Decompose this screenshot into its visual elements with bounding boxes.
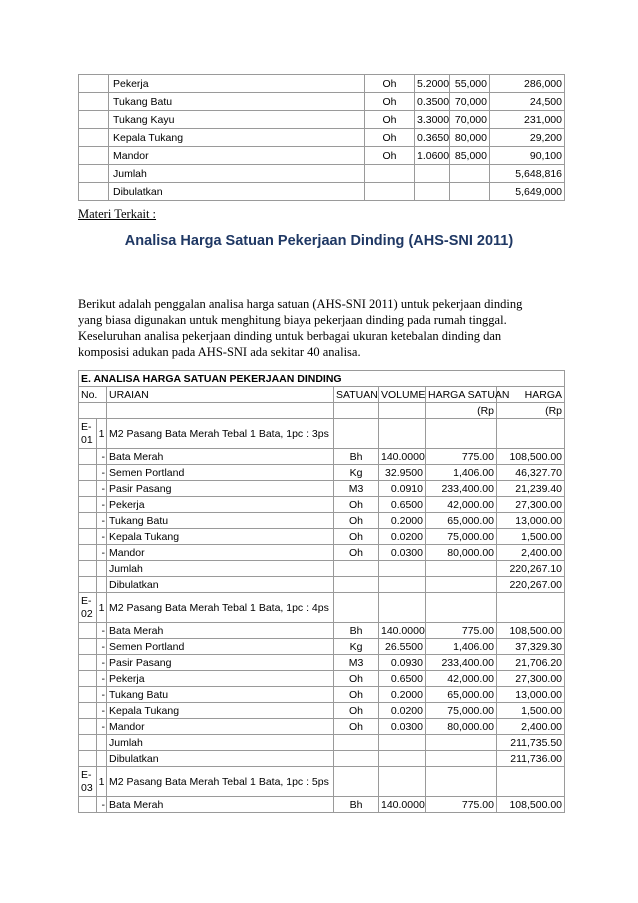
blank-cell (365, 165, 415, 183)
row-dash: - (97, 497, 107, 513)
blank-cell (79, 481, 97, 497)
blank-cell (415, 183, 450, 201)
row-name: Bata Merah (107, 449, 334, 465)
row-total: 37,329.30 (497, 639, 565, 655)
dibulatkan-label: Dibulatkan (107, 577, 334, 593)
table-row (79, 639, 565, 655)
blank-cell (379, 751, 426, 767)
row-volume: 0.0930 (379, 655, 426, 671)
row-name: Kepala Tukang (107, 529, 334, 545)
blank-cell (79, 497, 97, 513)
row-total: 108,500.00 (497, 623, 565, 639)
item-coef: 0.3650 (415, 129, 450, 147)
blank-cell (334, 577, 379, 593)
item-coef: 0.3500 (415, 93, 450, 111)
row-total: 2,400.00 (497, 719, 565, 735)
blank-cell (379, 577, 426, 593)
dibulatkan-row (79, 577, 565, 593)
row-name: Semen Portland (107, 639, 334, 655)
row-name: Pasir Pasang (107, 481, 334, 497)
row-dash: - (97, 797, 107, 813)
row-total: 108,500.00 (497, 449, 565, 465)
blank-cell (426, 593, 497, 623)
blank-cell (79, 529, 97, 545)
table-row (79, 93, 565, 111)
table-row (79, 687, 565, 703)
item-unit: Oh (365, 147, 415, 165)
related-material-label: Materi Terkait : (78, 207, 157, 221)
dibulatkan-value: 5,649,000 (490, 183, 565, 201)
jumlah-label: Jumlah (107, 735, 334, 751)
blank-cell (79, 545, 97, 561)
row-price: 1,406.00 (426, 639, 497, 655)
jumlah-value: 5,648,816 (490, 165, 565, 183)
item-description: M2 Pasang Bata Merah Tebal 1 Bata, 1pc : 3ps (107, 419, 334, 449)
blank-cell (79, 129, 109, 147)
row-unit: Oh (334, 671, 379, 687)
dibulatkan-row (79, 751, 565, 767)
row-volume: 0.2000 (379, 687, 426, 703)
blank-cell (79, 735, 97, 751)
table-row (79, 545, 565, 561)
previous-analysis-table (78, 74, 565, 201)
blank-cell (79, 93, 109, 111)
section-title: E. ANALISA HARGA SATUAN PEKERJAAN DINDING (79, 371, 565, 387)
blank-cell (426, 735, 497, 751)
table-row (79, 75, 565, 93)
row-total: 1,500.00 (497, 529, 565, 545)
item-total: 286,000 (490, 75, 565, 93)
row-unit: Oh (334, 687, 379, 703)
row-price: 80,000.00 (426, 545, 497, 561)
row-dash: - (97, 481, 107, 497)
item-coef: 5.2000 (415, 75, 450, 93)
item-qty: 1 (97, 593, 107, 623)
intro-paragraph (78, 296, 558, 360)
dibulatkan-value: 220,267.00 (497, 577, 565, 593)
row-dash: - (97, 703, 107, 719)
row-name: Pekerja (107, 497, 334, 513)
blank-cell (365, 183, 415, 201)
table-row (79, 449, 565, 465)
blank-cell (379, 767, 426, 797)
row-total: 108,500.00 (497, 797, 565, 813)
row-name: Bata Merah (107, 797, 334, 813)
table-row (79, 529, 565, 545)
row-name: Semen Portland (107, 465, 334, 481)
dibulatkan-label: Dibulatkan (107, 751, 334, 767)
blank-cell (79, 75, 109, 93)
table-row (79, 623, 565, 639)
blank-cell (379, 593, 426, 623)
row-dash: - (97, 529, 107, 545)
row-price: 65,000.00 (426, 513, 497, 529)
blank-cell (79, 449, 97, 465)
item-price: 70,000 (450, 93, 490, 111)
table-row (79, 147, 565, 165)
item-name: Tukang Batu (109, 93, 365, 111)
item-coef: 1.0600 (415, 147, 450, 165)
dibulatkan-row (79, 183, 565, 201)
item-header-row (79, 767, 565, 797)
row-volume: 0.2000 (379, 513, 426, 529)
row-price: 775.00 (426, 449, 497, 465)
header-harga: HARGA (497, 387, 565, 403)
table-row (79, 671, 565, 687)
table-row (79, 111, 565, 129)
header-volume: VOLUME (379, 387, 426, 403)
row-dash: - (97, 719, 107, 735)
row-unit: Bh (334, 449, 379, 465)
item-unit: Oh (365, 93, 415, 111)
row-price: 42,000.00 (426, 497, 497, 513)
page-title: Analisa Harga Satuan Pekerjaan Dinding (AHS-SNI 2011) (124, 233, 514, 249)
row-unit: M3 (334, 655, 379, 671)
subheader-harga: (Rp (497, 403, 565, 419)
table-row (79, 703, 565, 719)
row-total: 27,300.00 (497, 497, 565, 513)
blank-cell (79, 623, 97, 639)
item-qty: 1 (97, 767, 107, 797)
row-unit: Oh (334, 529, 379, 545)
item-price: 85,000 (450, 147, 490, 165)
row-price: 233,400.00 (426, 655, 497, 671)
row-volume: 0.0300 (379, 545, 426, 561)
item-unit: Oh (365, 75, 415, 93)
blank-cell (426, 577, 497, 593)
row-price: 775.00 (426, 623, 497, 639)
row-total: 21,706.20 (497, 655, 565, 671)
blank-cell (79, 465, 97, 481)
row-name: Mandor (107, 719, 334, 735)
blank-cell (79, 687, 97, 703)
row-total: 21,239.40 (497, 481, 565, 497)
subheader-cell (379, 403, 426, 419)
subheader-harga-satuan: (Rp (426, 403, 497, 419)
table-row (79, 465, 565, 481)
item-total: 24,500 (490, 93, 565, 111)
blank-cell (79, 111, 109, 129)
jumlah-label: Jumlah (109, 165, 365, 183)
item-description: M2 Pasang Bata Merah Tebal 1 Bata, 1pc : 4ps (107, 593, 334, 623)
row-unit: Oh (334, 513, 379, 529)
jumlah-label: Jumlah (107, 561, 334, 577)
row-price: 233,400.00 (426, 481, 497, 497)
header-harga-satuan: HARGA SATUAN (426, 387, 497, 403)
blank-cell (497, 767, 565, 797)
header-satuan: SATUAN (334, 387, 379, 403)
header-uraian: URAIAN (107, 387, 334, 403)
blank-cell (79, 797, 97, 813)
blank-cell (379, 419, 426, 449)
blank-cell (79, 147, 109, 165)
row-dash: - (97, 545, 107, 561)
blank-cell (426, 561, 497, 577)
row-total: 13,000.00 (497, 513, 565, 529)
blank-cell (79, 655, 97, 671)
jumlah-value: 211,735.50 (497, 735, 565, 751)
blank-cell (334, 751, 379, 767)
blank-cell (450, 183, 490, 201)
row-unit: Oh (334, 545, 379, 561)
table-row (79, 497, 565, 513)
row-unit: Oh (334, 497, 379, 513)
row-volume: 0.6500 (379, 671, 426, 687)
item-unit: Oh (365, 111, 415, 129)
row-total: 13,000.00 (497, 687, 565, 703)
blank-cell (79, 719, 97, 735)
blank-cell (79, 671, 97, 687)
row-unit: Oh (334, 703, 379, 719)
row-volume: 140.0000 (379, 797, 426, 813)
blank-cell (415, 165, 450, 183)
row-name: Bata Merah (107, 623, 334, 639)
row-volume: 0.6500 (379, 497, 426, 513)
row-volume: 0.0300 (379, 719, 426, 735)
blank-cell (426, 751, 497, 767)
row-volume: 140.0000 (379, 449, 426, 465)
blank-cell (79, 183, 109, 201)
intro-line: yang biasa digunakan untuk menghitung biaya pekerjaan dinding pada rumah tinggal. (78, 313, 507, 327)
jumlah-row (79, 735, 565, 751)
intro-line: komposisi adukan pada AHS-SNI ada sekitar 40 analisa. (78, 345, 361, 359)
row-total: 1,500.00 (497, 703, 565, 719)
row-total: 2,400.00 (497, 545, 565, 561)
blank-cell (450, 165, 490, 183)
blank-cell (97, 561, 107, 577)
blank-cell (334, 735, 379, 751)
intro-line: Keseluruhan analisa pekerjaan dinding untuk berbagai ukuran ketebalan dinding dan (78, 329, 502, 343)
subheader-cell (107, 403, 334, 419)
analysis-table (78, 370, 565, 813)
blank-cell (426, 419, 497, 449)
blank-cell (79, 165, 109, 183)
blank-cell (497, 593, 565, 623)
row-name: Tukang Batu (107, 513, 334, 529)
dibulatkan-label: Dibulatkan (109, 183, 365, 201)
row-price: 75,000.00 (426, 529, 497, 545)
blank-cell (497, 419, 565, 449)
intro-line: Berikut adalah penggalan analisa harga satuan (AHS-SNI 2011) untuk pekerjaan dinding (78, 297, 523, 311)
row-volume: 26.5500 (379, 639, 426, 655)
row-dash: - (97, 465, 107, 481)
row-name: Pasir Pasang (107, 655, 334, 671)
blank-cell (334, 767, 379, 797)
row-name: Mandor (107, 545, 334, 561)
subheader-cell (334, 403, 379, 419)
item-name: Mandor (109, 147, 365, 165)
row-price: 80,000.00 (426, 719, 497, 735)
jumlah-value: 220,267.10 (497, 561, 565, 577)
row-unit: M3 (334, 481, 379, 497)
row-price: 42,000.00 (426, 671, 497, 687)
row-price: 775.00 (426, 797, 497, 813)
table-row (79, 129, 565, 147)
row-name: Kepala Tukang (107, 703, 334, 719)
row-volume: 0.0200 (379, 529, 426, 545)
jumlah-row (79, 561, 565, 577)
row-name: Pekerja (107, 671, 334, 687)
table-row (79, 719, 565, 735)
row-name: Tukang Batu (107, 687, 334, 703)
row-volume: 140.0000 (379, 623, 426, 639)
row-volume: 32.9500 (379, 465, 426, 481)
blank-cell (379, 561, 426, 577)
blank-cell (79, 751, 97, 767)
row-total: 27,300.00 (497, 671, 565, 687)
item-header-row (79, 593, 565, 623)
table-row (79, 513, 565, 529)
jumlah-row (79, 165, 565, 183)
blank-cell (97, 735, 107, 751)
item-total: 90,100 (490, 147, 565, 165)
row-unit: Kg (334, 465, 379, 481)
row-unit: Bh (334, 797, 379, 813)
item-description: M2 Pasang Bata Merah Tebal 1 Bata, 1pc : 5ps (107, 767, 334, 797)
row-total: 46,327.70 (497, 465, 565, 481)
item-price: 80,000 (450, 129, 490, 147)
blank-cell (79, 639, 97, 655)
subheader-cell (79, 403, 107, 419)
row-dash: - (97, 655, 107, 671)
item-code: E-02 (79, 593, 97, 623)
blank-cell (334, 561, 379, 577)
item-name: Pekerja (109, 75, 365, 93)
item-price: 70,000 (450, 111, 490, 129)
item-coef: 3.3000 (415, 111, 450, 129)
row-unit: Oh (334, 719, 379, 735)
blank-cell (97, 577, 107, 593)
item-qty: 1 (97, 419, 107, 449)
row-volume: 0.0910 (379, 481, 426, 497)
dibulatkan-value: 211,736.00 (497, 751, 565, 767)
row-volume: 0.0200 (379, 703, 426, 719)
blank-cell (79, 577, 97, 593)
item-total: 231,000 (490, 111, 565, 129)
row-price: 65,000.00 (426, 687, 497, 703)
item-name: Tukang Kayu (109, 111, 365, 129)
blank-cell (379, 735, 426, 751)
row-price: 75,000.00 (426, 703, 497, 719)
blank-cell (426, 767, 497, 797)
row-price: 1,406.00 (426, 465, 497, 481)
row-dash: - (97, 623, 107, 639)
item-price: 55,000 (450, 75, 490, 93)
item-header-row (79, 419, 565, 449)
row-dash: - (97, 513, 107, 529)
row-dash: - (97, 639, 107, 655)
blank-cell (334, 593, 379, 623)
blank-cell (79, 561, 97, 577)
row-dash: - (97, 687, 107, 703)
table-row (79, 797, 565, 813)
table-row (79, 655, 565, 671)
row-unit: Bh (334, 623, 379, 639)
item-code: E-03 (79, 767, 97, 797)
row-unit: Kg (334, 639, 379, 655)
row-dash: - (97, 449, 107, 465)
header-no: No. (79, 387, 107, 403)
blank-cell (79, 513, 97, 529)
blank-cell (79, 703, 97, 719)
row-dash: - (97, 671, 107, 687)
blank-cell (97, 751, 107, 767)
table-row (79, 481, 565, 497)
item-total: 29,200 (490, 129, 565, 147)
item-code: E-01 (79, 419, 97, 449)
blank-cell (334, 419, 379, 449)
item-unit: Oh (365, 129, 415, 147)
item-name: Kepala Tukang (109, 129, 365, 147)
